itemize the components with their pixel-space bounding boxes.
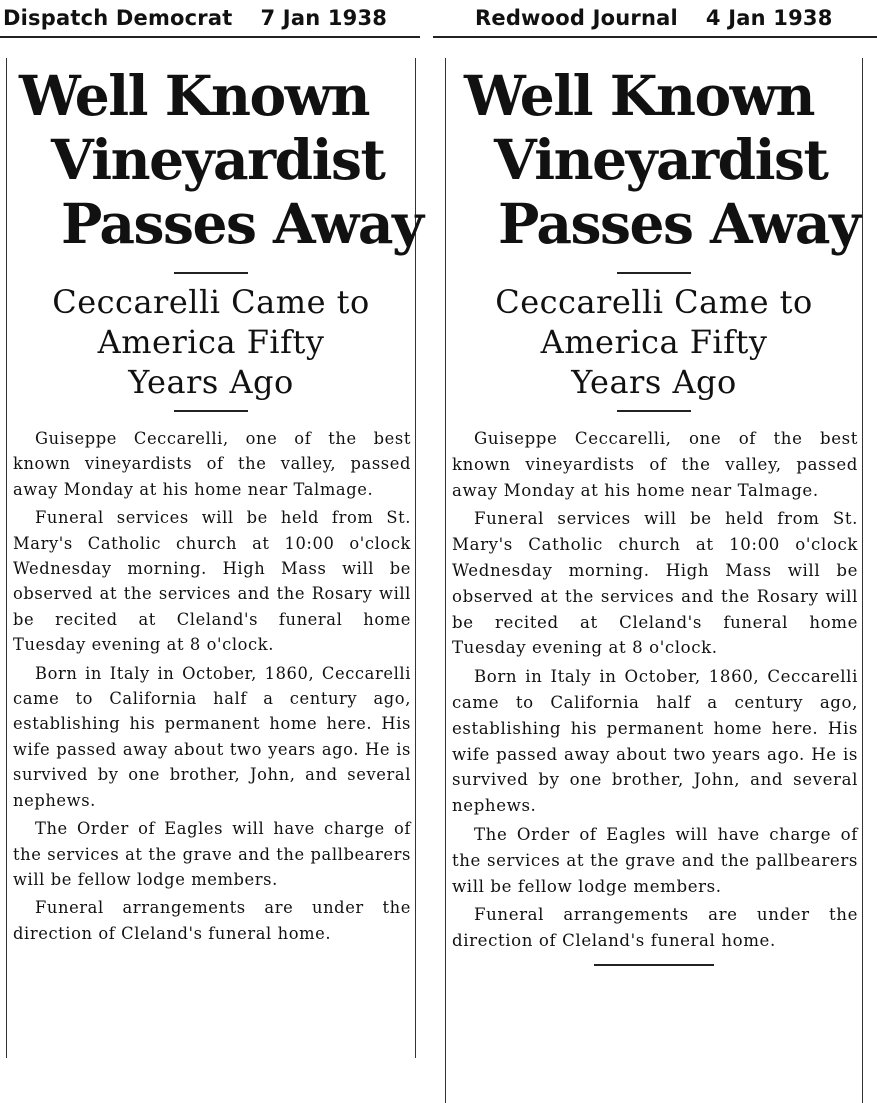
subheadline-line: Years Ago [571,363,737,401]
end-divider [594,964,714,966]
subheadline [7,282,415,402]
paragraph: Born in Italy in October, 1860, Ceccarelli came to California half a century ago, establishing his permanent home here. His wife passed away about two years ago. He is survived by one brother, John, and several nephews. [13,663,411,810]
article-body [446,426,862,954]
headline-line: Vineyardist [51,127,385,192]
masthead [433,0,877,38]
headline-line: Vineyardist [494,127,828,192]
paragraph: Funeral services will be held from St. Mary's Catholic church at 10:00 o'clock Wednesday morning. High Mass will be observed at the services and the Rosary will be recited at Cleland's funeral home Tuesday evening at 8 o'clock. [13,508,411,655]
publication-date: 4 Jan 1938 [705,6,833,30]
headline [446,64,862,256]
newspaper-name: Redwood Journal [475,6,678,30]
publication-date: 7 Jan 1938 [260,6,388,30]
masthead [0,0,420,38]
article [445,58,863,1103]
divider [617,410,691,412]
headline-line: Well Known [464,63,815,128]
article-body [7,426,415,946]
clipping-redwood-journal [433,0,877,951]
subheadline-line: America Fifty [97,323,325,361]
headline-line: Passes Away [498,191,860,256]
divider [174,272,248,274]
paragraph: Funeral arrangements are under the direction of Cleland's funeral home. [452,905,858,951]
subheadline-line: Ceccarelli Came to [52,283,370,321]
subheadline-line: Ceccarelli Came to [495,283,813,321]
paragraph: The Order of Eagles will have charge of the services at the grave and the pallbearers will be fellow lodge members. [452,824,858,896]
paragraph: Guiseppe Ceccarelli, one of the best known vineyardists of the valley, passed away Monday at his home near Talmage. [13,429,411,499]
paragraph: Born in Italy in October, 1860, Ceccarelli came to California half a century ago, establishing his permanent home here. His wife passed away about two years ago. He is survived by one brother, John, and several nephews. [452,667,858,816]
subheadline [446,282,862,402]
paragraph: Funeral arrangements are under the direction of Cleland's funeral home. [13,898,411,943]
headline-line: Well Known [19,63,370,128]
headline-line: Passes Away [61,191,423,256]
divider [174,410,248,412]
divider [617,272,691,274]
clipping-dispatch-democrat [0,0,423,943]
newspaper-name: Dispatch Democrat [3,6,233,30]
paragraph: The Order of Eagles will have charge of the services at the grave and the pallbearers will be fellow lodge members. [13,819,411,889]
subheadline-line: Years Ago [128,363,294,401]
headline [7,63,423,256]
article [6,58,423,1058]
paragraph: Guiseppe Ceccarelli, one of the best known vineyardists of the valley, passed away Monday at his home near Talmage. [452,429,858,500]
paragraph: Funeral services will be held from St. Mary's Catholic church at 10:00 o'clock Wednesday morning. High Mass will be observed at the services and the Rosary will be recited at Cleland's funeral home Tuesday evening at 8 o'clock. [452,509,858,658]
subheadline-line: America Fifty [540,323,768,361]
